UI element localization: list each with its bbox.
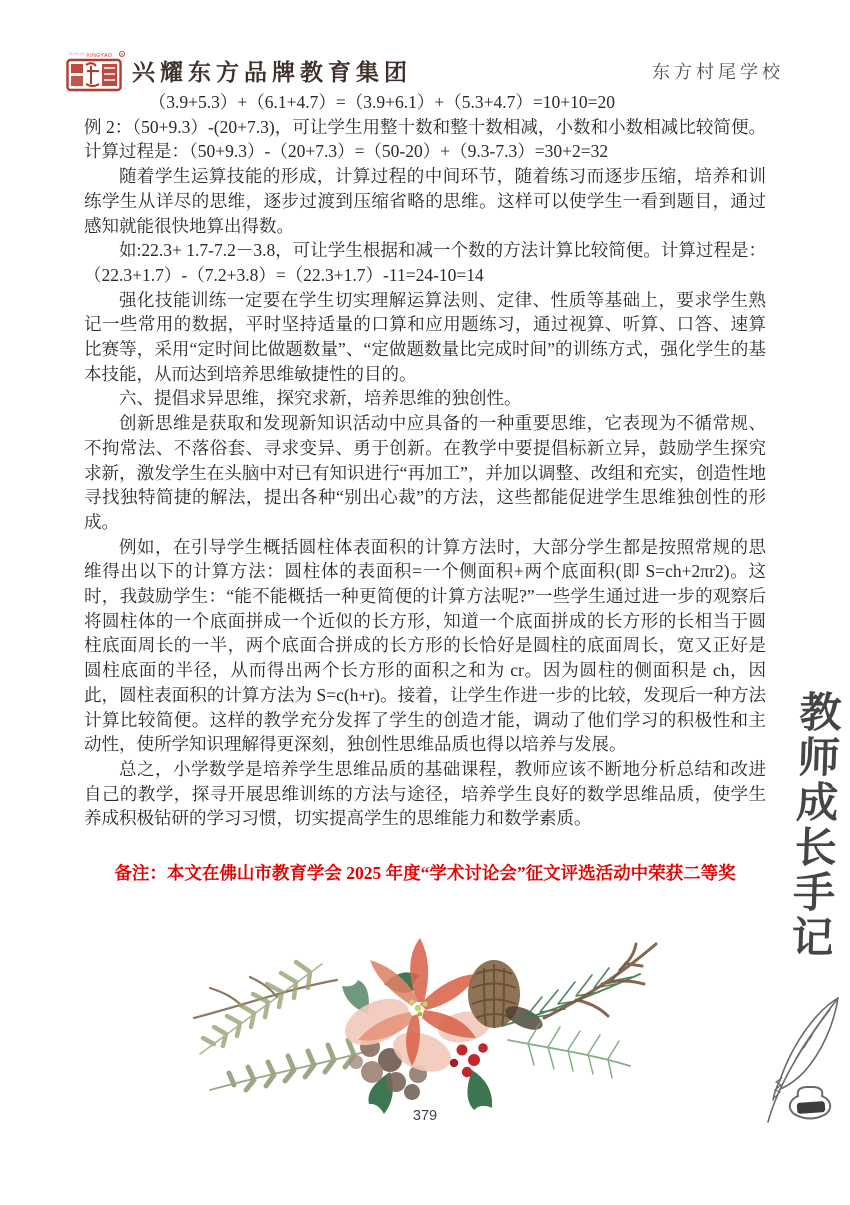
award-note: 备注：本文在佛山市教育学会 2025 年度“学术讨论会”征文评选活动中荣获二等奖	[114, 863, 736, 883]
watercolor-floral-illustration	[172, 922, 672, 1117]
paragraph: 创新思维是获取和发现新知识活动中应具备的一种重要思维，它表现为不循常规、不拘常法、不落俗套、寻求变异、勇于创新。在教学中要提倡标新立异，鼓励学生探究求新，激发学生在头脑中对已有知识进行“再加工”，并加以调整、改组和充实，创造性地寻找独特简捷的解法，提出各种“别出心裁”的方法，这些都能促进学生思维独创性的形成。	[84, 413, 766, 532]
paragraph-example2: 例 2：（50+9.3）-(20+7.3)，可让学生用整十数和整十数相减，小数和小数相减比较简便。计算过程是：（50+9.3）-（20+7.3）=（50-20）+（9.3-7.3）=30+2=32	[84, 116, 766, 162]
section-heading-six: 六、提倡求异思维，探究求新，培养思维的独创性。	[119, 388, 522, 409]
svg-text:⺍⺍⺍ XINGYAO: ⺍⺍⺍ XINGYAO	[68, 53, 113, 59]
svg-text:R: R	[120, 51, 124, 57]
page-number: 379	[412, 1108, 438, 1124]
paragraph-conclusion: 总之，小学数学是培养学生思维品质的基础课程，教师应该不断地分析总结和改进自己的教学，探寻开展思维训练的方法与途径，培养学生良好的数学思维品质，使学生养成积极钻研的学习习惯，切实提高学生的思维能力和数学素质。	[84, 758, 766, 829]
school-name: 东方村尾学校	[652, 62, 784, 82]
formula-line: （3.9+5.3）+（6.1+4.7）=（3.9+6.1）+（5.3+4.7）=10+10=20	[148, 92, 615, 112]
paragraph: 强化技能训练一定要在学生切实理解运算法则、定律、性质等基础上，要求学生熟记一些常用的数据，平时坚持适量的口算和应用题练习，通过视算、听算、口答、速算比赛等，采用“定时间比做题数量”、“定做题数量比完成时间”的训练方式，强化学生的基本技能，从而达到培养思维敏捷性的目的。	[84, 289, 766, 384]
paragraph: 如:22.3+ 1.7-7.2－3.8，可让学生根据和减一个数的方法计算比较简便。计算过程是：（22.3+1.7）-（7.2+3.8）=（22.3+1.7）-11=24-10=14	[84, 240, 766, 285]
paragraph: 例如，在引导学生概括圆柱体表面积的计算方法时，大部分学生都是按照常规的思维得出以下的计算方法：圆柱体的表面积=一个侧面积+两个底面积(即 S=ch+2πr2)。这时，我鼓励学生：“能不能概括一种更简便的计算方法呢?”一些学生通过进一步的观察后将圆柱体的一个底面拼成一个近似的长方形，知道一个底面拼成的长方形的长相当于圆柱底面周长的一半，两个底面合拼成的长方形的长恰好是圆柱的底面周长，宽又正好是圆柱底面的半径，从而得出两个长方形的面积之和为 cr。因为圆柱的侧面积是 ch，因此，圆柱表面积的计算方法为 S=c(h+r)。接着，让学生作进一步的比较，发现后一种方法计算比较简便。这样的教学充分发挥了学生的创造才能，调动了他们学习的积极性和主动性，使所学知识理解得更深刻，独创性思维品质也得以培养与发展。	[84, 536, 766, 755]
paragraph: 随着学生运算技能的形成，计算过程的中间环节，随着练习而逐步压缩，培养和训练学生从详尽的思维，逐步过渡到压缩省略的思维。这样可以使学生一看到题目，通过感知就能很快地算出得数。	[84, 166, 766, 236]
article-body	[84, 90, 766, 831]
brand-name: 兴耀东方品牌教育集团	[132, 60, 412, 85]
vertical-title-teacher-growth-notes: 教师成长手记	[784, 690, 844, 960]
page-header	[0, 44, 850, 96]
xingyao-seal-logo-icon	[66, 50, 126, 94]
